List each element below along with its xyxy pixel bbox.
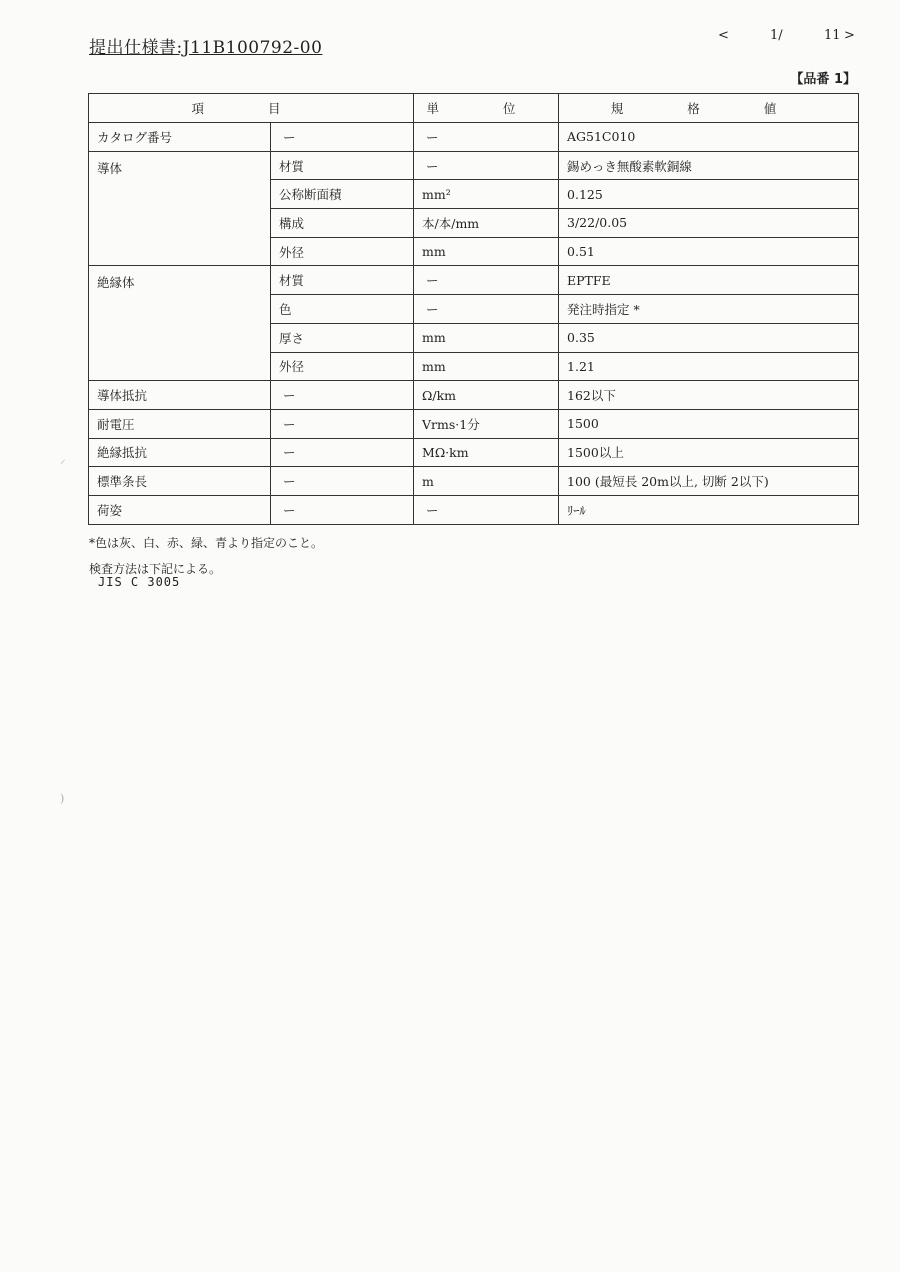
row-unit: 本/本/mm: [414, 209, 559, 238]
row-category: カタログ番号: [89, 123, 271, 152]
row-unit: Vrms·1分: [414, 409, 559, 438]
inspection-standard: JIS C 3005: [98, 575, 181, 589]
row-unit: ー: [414, 295, 559, 324]
document-title: 提出仕様書:J11B100792-00: [89, 38, 323, 58]
row-subitem: ー: [271, 495, 414, 524]
current-page: 1/: [770, 28, 783, 43]
row-subitem: ー: [271, 467, 414, 496]
table-row: [89, 438, 859, 467]
row-value: 1500: [559, 409, 859, 438]
row-category: 耐電圧: [89, 409, 271, 438]
row-value: 0.51: [559, 237, 859, 266]
row-subitem: ー: [271, 409, 414, 438]
row-unit: MΩ·km: [414, 438, 559, 467]
row-unit: Ω/km: [414, 381, 559, 410]
row-subitem: 外径: [271, 237, 414, 266]
header-item: 項 目: [89, 94, 414, 123]
table-row: [89, 495, 859, 524]
table-row: [89, 151, 859, 180]
total-pages: 11: [824, 28, 841, 43]
row-subitem: 色: [271, 295, 414, 324]
row-unit: mm²: [414, 180, 559, 209]
inspection-method-label: 検査方法は下記による。: [89, 562, 222, 576]
header-value: 規 格 値: [559, 94, 859, 123]
row-value: 162以下: [559, 381, 859, 410]
row-value: 0.125: [559, 180, 859, 209]
row-subitem: 厚さ: [271, 323, 414, 352]
spec-table: [88, 93, 859, 525]
row-value: 1500以上: [559, 438, 859, 467]
table-row: [89, 409, 859, 438]
scan-artifact-mark: ⸝: [60, 453, 66, 466]
row-subitem: 外径: [271, 352, 414, 381]
next-page-icon[interactable]: >: [844, 28, 855, 43]
row-category: 絶縁体: [89, 266, 271, 381]
row-subitem: 公称断面積: [271, 180, 414, 209]
row-value: ﾘｰﾙ: [559, 495, 859, 524]
table-row: [89, 467, 859, 496]
row-value: 発注時指定 *: [559, 295, 859, 324]
row-subitem: 材質: [271, 151, 414, 180]
row-value: EPTFE: [559, 266, 859, 295]
item-number-label: 【品番 1】: [790, 72, 856, 87]
row-unit: mm: [414, 237, 559, 266]
table-header-row: [89, 94, 859, 123]
row-value: 3/22/0.05: [559, 209, 859, 238]
table-row: [89, 123, 859, 152]
row-category: 絶縁抵抗: [89, 438, 271, 467]
row-unit: ー: [414, 266, 559, 295]
table-row: [89, 381, 859, 410]
row-value: 100 (最短長 20m以上, 切断 2以下): [559, 467, 859, 496]
row-subitem: 構成: [271, 209, 414, 238]
row-value: 錫めっき無酸素軟銅線: [559, 151, 859, 180]
row-unit: mm: [414, 352, 559, 381]
row-category: 荷姿: [89, 495, 271, 524]
row-value: 0.35: [559, 323, 859, 352]
row-category: 標準条長: [89, 467, 271, 496]
row-category: 導体: [89, 151, 271, 266]
row-subitem: ー: [271, 381, 414, 410]
prev-page-icon[interactable]: <: [718, 28, 729, 43]
row-unit: m: [414, 467, 559, 496]
row-subitem: ー: [271, 123, 414, 152]
scan-artifact-mark: ): [60, 792, 65, 805]
table-row: [89, 266, 859, 295]
row-value: 1.21: [559, 352, 859, 381]
row-subitem: 材質: [271, 266, 414, 295]
row-subitem: ー: [271, 438, 414, 467]
row-unit: ー: [414, 123, 559, 152]
header-unit: 単 位: [414, 94, 559, 123]
row-unit: ー: [414, 495, 559, 524]
row-category: 導体抵抗: [89, 381, 271, 410]
row-unit: mm: [414, 323, 559, 352]
row-unit: ー: [414, 151, 559, 180]
row-value: AG51C010: [559, 123, 859, 152]
color-note: *色は灰、白、赤、緑、青より指定のこと。: [89, 536, 324, 550]
